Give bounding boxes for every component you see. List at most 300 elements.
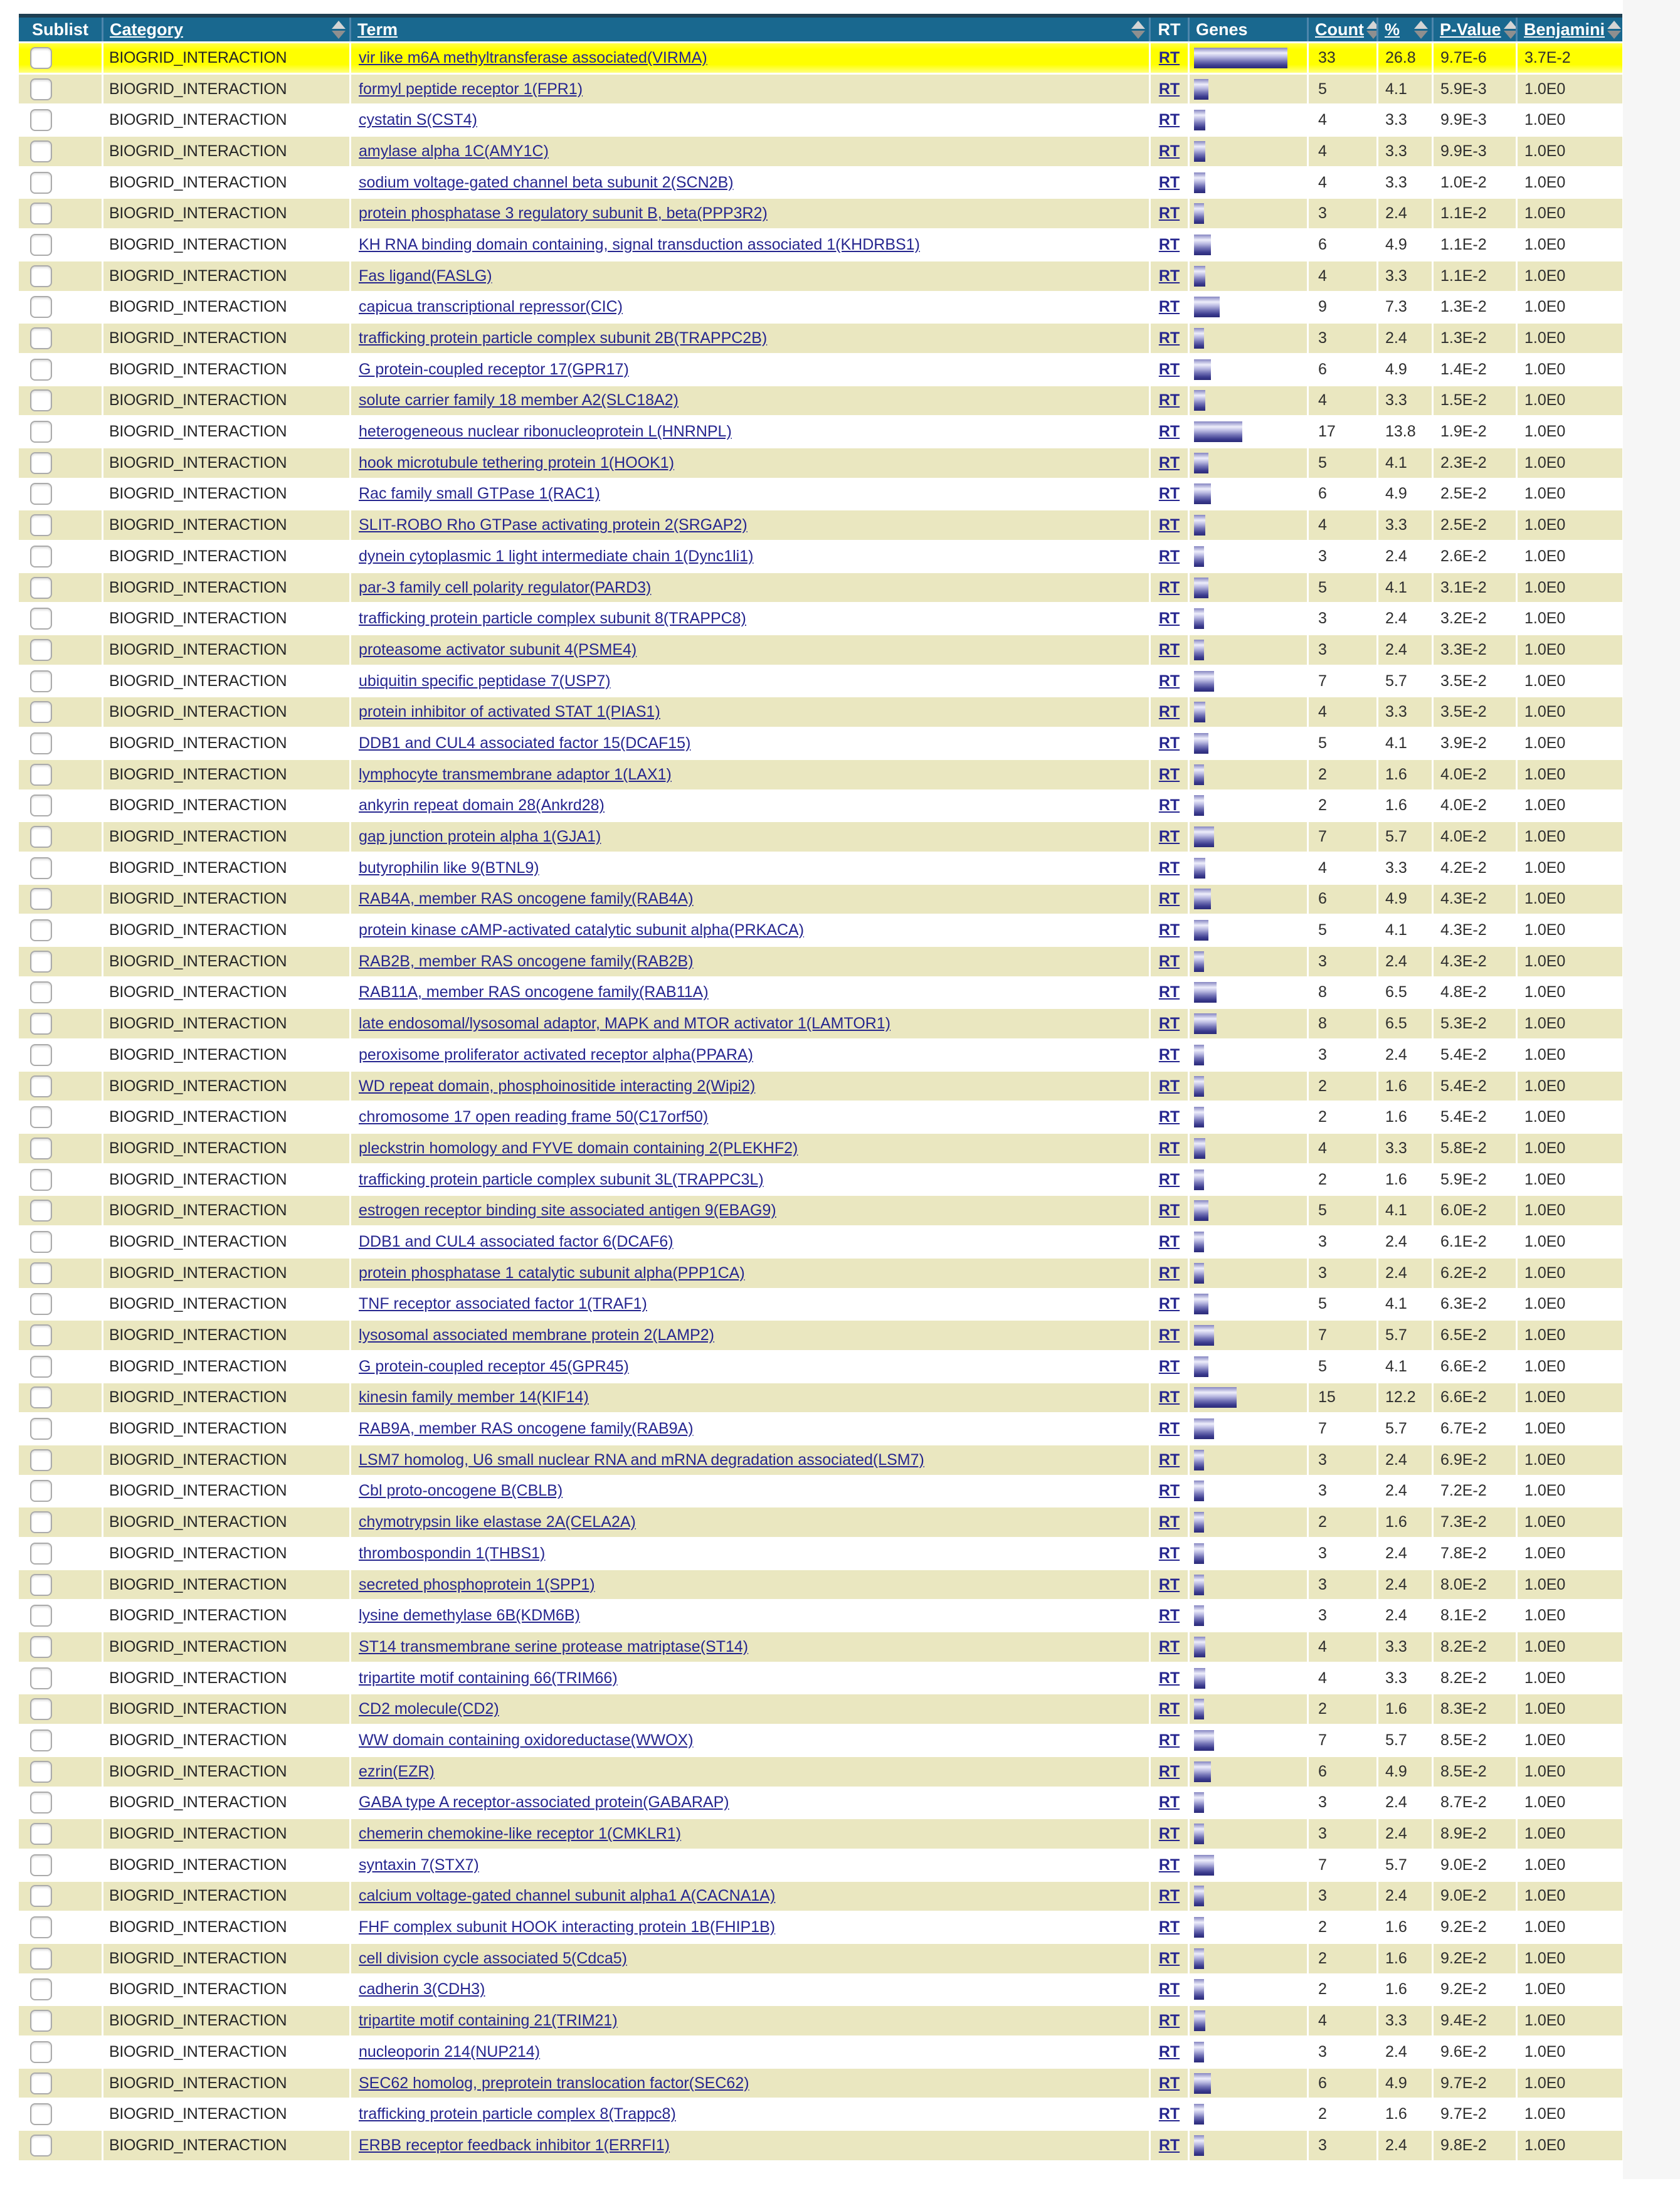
- related-terms-link[interactable]: RT: [1158, 1887, 1180, 1905]
- sublist-checkbox[interactable]: [30, 1574, 52, 1596]
- sublist-checkbox[interactable]: [30, 483, 52, 505]
- sublist-checkbox[interactable]: [30, 1854, 52, 1876]
- column-label-benjamini[interactable]: Benjamini: [1524, 19, 1605, 39]
- sublist-checkbox[interactable]: [30, 140, 52, 162]
- related-terms-link[interactable]: RT: [1158, 1170, 1180, 1188]
- genes-bar[interactable]: [1194, 671, 1214, 692]
- related-terms-link[interactable]: RT: [1158, 952, 1180, 970]
- sublist-checkbox[interactable]: [30, 701, 52, 723]
- sort-icon[interactable]: [332, 21, 346, 39]
- genes-bar[interactable]: [1194, 48, 1287, 68]
- related-terms-link[interactable]: RT: [1158, 547, 1180, 565]
- sublist-checkbox[interactable]: [30, 359, 52, 381]
- genes-bar[interactable]: [1194, 1045, 1204, 1065]
- term-cell: [351, 1601, 1149, 1630]
- related-terms-link[interactable]: RT: [1158, 2042, 1180, 2061]
- sublist-checkbox[interactable]: [30, 1916, 52, 1938]
- sublist-checkbox[interactable]: [30, 857, 52, 879]
- term-link[interactable]: peroxisome proliferator activated receptor alpha(PPARA): [359, 1045, 753, 1064]
- sublist-checkbox[interactable]: [30, 764, 52, 786]
- genes-bar[interactable]: [1194, 1169, 1204, 1190]
- genes-bar[interactable]: [1194, 1792, 1204, 1813]
- sublist-checkbox[interactable]: [30, 1885, 52, 1907]
- term-link[interactable]: ERBB receptor feedback inhibitor 1(ERRFI1): [359, 2136, 670, 2154]
- genes-bar[interactable]: [1194, 578, 1208, 598]
- sublist-checkbox[interactable]: [30, 1356, 52, 1378]
- term-link[interactable]: ubiquitin specific peptidase 7(USP7): [359, 672, 611, 690]
- sublist-checkbox[interactable]: [30, 1605, 52, 1627]
- term-link[interactable]: butyrophilin like 9(BTNL9): [359, 858, 539, 877]
- sublist-checkbox[interactable]: [30, 514, 52, 536]
- genes-bar[interactable]: [1194, 266, 1205, 287]
- term-link[interactable]: proteasome activator subunit 4(PSME4): [359, 640, 637, 658]
- column-label-category[interactable]: Category: [110, 19, 184, 39]
- related-terms-link[interactable]: RT: [1158, 111, 1180, 129]
- term-link[interactable]: nucleoporin 214(NUP214): [359, 2042, 541, 2061]
- term-link[interactable]: thrombospondin 1(THBS1): [359, 1544, 546, 1562]
- related-terms-link[interactable]: RT: [1158, 204, 1180, 223]
- related-terms-link[interactable]: RT: [1158, 1700, 1180, 1718]
- related-terms-link[interactable]: RT: [1158, 1420, 1180, 1438]
- related-terms-link[interactable]: RT: [1158, 1918, 1180, 1936]
- term-link[interactable]: amylase alpha 1C(AMY1C): [359, 142, 549, 160]
- related-terms-link[interactable]: RT: [1158, 1607, 1180, 1625]
- sublist-checkbox[interactable]: [30, 1978, 52, 2000]
- term-link[interactable]: formyl peptide receptor 1(FPR1): [359, 80, 583, 98]
- related-terms-link[interactable]: RT: [1158, 1793, 1180, 1812]
- related-terms-link[interactable]: RT: [1158, 640, 1180, 658]
- term-link[interactable]: ezrin(EZR): [359, 1762, 435, 1780]
- related-terms-link[interactable]: RT: [1158, 516, 1180, 534]
- column-header-category[interactable]: [103, 18, 349, 41]
- term-link[interactable]: trafficking protein particle complex subunit 8(TRAPPC8): [359, 610, 746, 628]
- genes-bar[interactable]: [1194, 141, 1205, 162]
- sublist-checkbox[interactable]: [30, 1823, 52, 1845]
- genes-bar[interactable]: [1194, 515, 1205, 536]
- column-label-term[interactable]: Term: [357, 19, 398, 39]
- related-terms-link[interactable]: RT: [1158, 2105, 1180, 2123]
- related-terms-link[interactable]: RT: [1158, 921, 1180, 939]
- genes-bar[interactable]: [1194, 1418, 1214, 1439]
- sublist-checkbox[interactable]: [30, 203, 52, 224]
- related-terms-link[interactable]: RT: [1158, 391, 1180, 409]
- related-terms-link[interactable]: RT: [1158, 890, 1180, 908]
- related-terms-link[interactable]: RT: [1158, 485, 1180, 503]
- related-terms-link[interactable]: RT: [1158, 1482, 1180, 1500]
- sublist-checkbox[interactable]: [30, 1075, 52, 1097]
- term-link[interactable]: par-3 family cell polarity regulator(PARD3): [359, 578, 652, 596]
- sublist-checkbox[interactable]: [30, 919, 52, 941]
- genes-bar[interactable]: [1194, 1730, 1214, 1751]
- term-link[interactable]: solute carrier family 18 member A2(SLC18A2): [359, 391, 679, 409]
- term-link[interactable]: chromosome 17 open reading frame 50(C17orf50): [359, 1108, 709, 1126]
- term-link[interactable]: RAB2B, member RAS oncogene family(RAB2B): [359, 952, 694, 970]
- related-terms-link[interactable]: RT: [1158, 173, 1180, 191]
- sublist-checkbox[interactable]: [30, 389, 52, 411]
- genes-bar[interactable]: [1194, 640, 1204, 660]
- genes-bar[interactable]: [1194, 920, 1208, 941]
- sublist-checkbox[interactable]: [30, 1511, 52, 1533]
- related-terms-link[interactable]: RT: [1158, 48, 1180, 66]
- sublist-checkbox[interactable]: [30, 1013, 52, 1035]
- related-terms-link[interactable]: RT: [1158, 2136, 1180, 2154]
- term-link[interactable]: ankyrin repeat domain 28(Ankrd28): [359, 796, 605, 815]
- related-terms-link[interactable]: RT: [1158, 80, 1180, 98]
- sublist-checkbox[interactable]: [30, 327, 52, 349]
- term-link[interactable]: capicua transcriptional repressor(CIC): [359, 298, 623, 316]
- sublist-checkbox[interactable]: [30, 608, 52, 630]
- related-terms-link[interactable]: RT: [1158, 1513, 1180, 1531]
- term-link[interactable]: G protein-coupled receptor 45(GPR45): [359, 1357, 629, 1375]
- genes-bar[interactable]: [1194, 858, 1205, 879]
- genes-bar[interactable]: [1194, 2073, 1211, 2094]
- column-label-pvalue[interactable]: P-Value: [1440, 19, 1501, 39]
- term-link[interactable]: Fas ligand(FASLG): [359, 267, 492, 285]
- term-link[interactable]: pleckstrin homology and FYVE domain containing 2(PLEKHF2): [359, 1139, 798, 1157]
- genes-bar[interactable]: [1194, 2042, 1204, 2062]
- related-terms-link[interactable]: RT: [1158, 796, 1180, 815]
- term-link[interactable]: RAB9A, member RAS oncogene family(RAB9A): [359, 1420, 694, 1438]
- term-link[interactable]: trafficking protein particle complex subunit 3L(TRAPPC3L): [359, 1170, 764, 1188]
- term-link[interactable]: lymphocyte transmembrane adaptor 1(LAX1): [359, 765, 672, 783]
- genes-bar[interactable]: [1194, 1325, 1214, 1346]
- term-link[interactable]: protein phosphatase 1 catalytic subunit alpha(PPP1CA): [359, 1264, 745, 1282]
- term-link[interactable]: FHF complex subunit HOOK interacting protein 1B(FHIP1B): [359, 1918, 776, 1936]
- term-link[interactable]: KH RNA binding domain containing, signal transduction associated 1(KHDRBS1): [359, 235, 920, 253]
- sublist-checkbox[interactable]: [30, 1044, 52, 1066]
- term-link[interactable]: calcium voltage-gated channel subunit alpha1 A(CACNA1A): [359, 1887, 776, 1905]
- sublist-checkbox[interactable]: [30, 546, 52, 568]
- sublist-checkbox[interactable]: [30, 1449, 52, 1471]
- genes-bar[interactable]: [1194, 1761, 1211, 1782]
- genes-bar[interactable]: [1194, 1200, 1208, 1221]
- term-link[interactable]: trafficking protein particle complex 8(Trappc8): [359, 2105, 676, 2123]
- sublist-checkbox[interactable]: [30, 1667, 52, 1689]
- genes-bar[interactable]: [1194, 764, 1204, 785]
- term-link[interactable]: heterogeneous nuclear ribonucleoprotein L(HNRNPL): [359, 423, 732, 441]
- term-link[interactable]: ST14 transmembrane serine protease matriptase(ST14): [359, 1637, 749, 1655]
- sublist-checkbox[interactable]: [30, 1948, 52, 1970]
- term-link[interactable]: tripartite motif containing 66(TRIM66): [359, 1669, 618, 1687]
- sublist-checkbox[interactable]: [30, 78, 52, 100]
- genes-bar[interactable]: [1194, 1543, 1204, 1564]
- related-terms-link[interactable]: RT: [1158, 1264, 1180, 1282]
- sublist-checkbox[interactable]: [30, 795, 52, 816]
- term-link[interactable]: chemerin chemokine-like receptor 1(CMKLR1): [359, 1825, 682, 1843]
- column-label-count[interactable]: Count: [1315, 19, 1364, 39]
- term-link[interactable]: lysine demethylase 6B(KDM6B): [359, 1607, 580, 1625]
- related-terms-link[interactable]: RT: [1158, 703, 1180, 721]
- sublist-checkbox[interactable]: [30, 732, 52, 754]
- sublist-checkbox[interactable]: [30, 1138, 52, 1159]
- term-link[interactable]: cadherin 3(CDH3): [359, 1980, 485, 1998]
- sublist-checkbox[interactable]: [30, 670, 52, 692]
- sublist-checkbox[interactable]: [30, 1636, 52, 1658]
- sublist-checkbox[interactable]: [30, 1729, 52, 1751]
- sublist-checkbox[interactable]: [30, 826, 52, 848]
- sublist-checkbox[interactable]: [30, 2041, 52, 2063]
- term-link[interactable]: TNF receptor associated factor 1(TRAF1): [359, 1295, 647, 1313]
- genes-bar[interactable]: [1194, 1481, 1204, 1501]
- related-terms-link[interactable]: RT: [1158, 983, 1180, 1001]
- genes-bar[interactable]: [1194, 1699, 1204, 1719]
- sublist-checkbox[interactable]: [30, 2103, 52, 2125]
- genes-bar[interactable]: [1194, 1013, 1217, 1034]
- term-link[interactable]: WD repeat domain, phosphoinositide interacting 2(Wipi2): [359, 1077, 756, 1095]
- genes-bar[interactable]: [1194, 795, 1204, 816]
- genes-bar[interactable]: [1194, 1575, 1204, 1595]
- genes-bar[interactable]: [1194, 733, 1208, 754]
- related-terms-link[interactable]: RT: [1158, 1045, 1180, 1064]
- count-value: 7: [1309, 667, 1376, 696]
- genes-bar[interactable]: [1194, 421, 1242, 442]
- related-terms-link[interactable]: RT: [1158, 1015, 1180, 1033]
- percent-value: 3.3: [1378, 386, 1432, 416]
- genes-bar[interactable]: [1194, 1263, 1204, 1284]
- sublist-checkbox[interactable]: [30, 2135, 52, 2157]
- related-terms-link[interactable]: RT: [1158, 2012, 1180, 2030]
- sublist-checkbox[interactable]: [30, 2072, 52, 2094]
- related-terms-link[interactable]: RT: [1158, 1295, 1180, 1313]
- genes-bar[interactable]: [1194, 328, 1204, 349]
- sublist-checkbox[interactable]: [30, 951, 52, 973]
- genes-bar[interactable]: [1194, 1076, 1204, 1097]
- column-header-count[interactable]: [1309, 18, 1376, 41]
- sublist-checkbox[interactable]: [30, 1262, 52, 1284]
- genes-bar[interactable]: [1194, 546, 1204, 567]
- term-link[interactable]: secreted phosphoprotein 1(SPP1): [359, 1575, 595, 1593]
- genes-bar[interactable]: [1194, 1668, 1205, 1689]
- sublist-checkbox[interactable]: [30, 1200, 52, 1222]
- rt-cell: [1151, 947, 1188, 976]
- term-link[interactable]: RAB4A, member RAS oncogene family(RAB4A): [359, 890, 694, 908]
- sublist-checkbox[interactable]: [30, 172, 52, 194]
- related-terms-link[interactable]: RT: [1158, 858, 1180, 877]
- sublist-checkbox[interactable]: [30, 1698, 52, 1720]
- genes-bar[interactable]: [1194, 79, 1208, 100]
- genes-bar[interactable]: [1194, 203, 1204, 224]
- genes-bar[interactable]: [1194, 2010, 1205, 2031]
- sublist-checkbox[interactable]: [30, 1231, 52, 1253]
- genes-bar[interactable]: [1194, 297, 1220, 317]
- term-link[interactable]: vir like m6A methyltransferase associated(VIRMA): [359, 48, 707, 66]
- related-terms-link[interactable]: RT: [1158, 1825, 1180, 1843]
- genes-bar[interactable]: [1194, 889, 1211, 909]
- term-link[interactable]: SLIT-ROBO Rho GTPase activating protein 2(SRGAP2): [359, 516, 748, 534]
- rt-cell: [1151, 729, 1188, 758]
- related-terms-link[interactable]: RT: [1158, 828, 1180, 846]
- column-label-percent[interactable]: %: [1385, 19, 1400, 39]
- sort-icon[interactable]: [1504, 21, 1516, 39]
- related-terms-link[interactable]: RT: [1158, 1201, 1180, 1220]
- related-terms-link[interactable]: RT: [1158, 610, 1180, 628]
- related-terms-link[interactable]: RT: [1158, 298, 1180, 316]
- term-link[interactable]: protein phosphatase 3 regulatory subunit B, beta(PPP3R2): [359, 204, 768, 223]
- related-terms-link[interactable]: RT: [1158, 1575, 1180, 1593]
- term-link[interactable]: trafficking protein particle complex subunit 2B(TRAPPC2B): [359, 329, 768, 347]
- genes-bar[interactable]: [1194, 1232, 1204, 1252]
- sublist-checkbox[interactable]: [30, 2010, 52, 2032]
- term-link[interactable]: dynein cytoplasmic 1 light intermediate chain 1(Dync1li1): [359, 547, 754, 565]
- related-terms-link[interactable]: RT: [1158, 1544, 1180, 1562]
- related-terms-link[interactable]: RT: [1158, 1669, 1180, 1687]
- genes-bar[interactable]: [1194, 1637, 1205, 1657]
- related-terms-link[interactable]: RT: [1158, 734, 1180, 752]
- table-row: [19, 885, 1622, 914]
- sort-icon[interactable]: [1607, 21, 1621, 39]
- related-terms-link[interactable]: RT: [1158, 578, 1180, 596]
- sublist-checkbox[interactable]: [30, 981, 52, 1003]
- sort-icon[interactable]: [1366, 21, 1376, 39]
- related-terms-link[interactable]: RT: [1158, 1388, 1180, 1407]
- term-link[interactable]: GABA type A receptor-associated protein(GABARAP): [359, 1793, 729, 1812]
- related-terms-link[interactable]: RT: [1158, 142, 1180, 160]
- term-link[interactable]: G protein-coupled receptor 17(GPR17): [359, 360, 629, 378]
- genes-bar[interactable]: [1194, 1294, 1208, 1314]
- sublist-checkbox[interactable]: [30, 1761, 52, 1783]
- genes-bar[interactable]: [1194, 1855, 1214, 1876]
- term-link[interactable]: cystatin S(CST4): [359, 111, 477, 129]
- genes-bar[interactable]: [1194, 1979, 1204, 2000]
- sublist-checkbox[interactable]: [30, 452, 52, 474]
- genes-bar[interactable]: [1194, 1824, 1204, 1844]
- related-terms-link[interactable]: RT: [1158, 1980, 1180, 1998]
- genes-bar[interactable]: [1194, 1605, 1204, 1626]
- sort-icon[interactable]: [1131, 21, 1145, 39]
- related-terms-link[interactable]: RT: [1158, 1949, 1180, 1967]
- term-link[interactable]: lysosomal associated membrane protein 2(LAMP2): [359, 1326, 714, 1344]
- genes-bar[interactable]: [1194, 390, 1205, 411]
- sublist-checkbox[interactable]: [30, 1324, 52, 1346]
- genes-bar[interactable]: [1194, 110, 1205, 130]
- sublist-checkbox[interactable]: [30, 265, 52, 287]
- genes-bar[interactable]: [1194, 1387, 1237, 1408]
- sublist-checkbox[interactable]: [30, 1106, 52, 1128]
- sublist-checkbox[interactable]: [30, 1293, 52, 1315]
- term-link[interactable]: RAB11A, member RAS oncogene family(RAB11A): [359, 983, 709, 1001]
- related-terms-link[interactable]: RT: [1158, 329, 1180, 347]
- related-terms-link[interactable]: RT: [1158, 1077, 1180, 1095]
- genes-bar[interactable]: [1194, 826, 1214, 847]
- sublist-checkbox[interactable]: [30, 1543, 52, 1565]
- related-terms-link[interactable]: RT: [1158, 235, 1180, 253]
- term-link[interactable]: protein inhibitor of activated STAT 1(PIAS1): [359, 703, 660, 721]
- related-terms-link[interactable]: RT: [1158, 1637, 1180, 1655]
- term-link[interactable]: cell division cycle associated 5(Cdca5): [359, 1949, 627, 1967]
- sublist-checkbox[interactable]: [30, 109, 52, 131]
- sublist-checkbox[interactable]: [30, 888, 52, 910]
- related-terms-link[interactable]: RT: [1158, 2074, 1180, 2092]
- benjamini-value: 3.7E-2: [1518, 43, 1622, 73]
- genes-bar[interactable]: [1194, 982, 1217, 1003]
- sublist-checkbox[interactable]: [30, 1480, 52, 1502]
- related-terms-link[interactable]: RT: [1158, 1450, 1180, 1469]
- genes-bar[interactable]: [1194, 1138, 1205, 1159]
- term-link[interactable]: DDB1 and CUL4 associated factor 15(DCAF15): [359, 734, 691, 752]
- related-terms-link[interactable]: RT: [1158, 1731, 1180, 1749]
- genes-bar[interactable]: [1194, 2135, 1204, 2156]
- sublist-checkbox[interactable]: [30, 1792, 52, 1814]
- term-link[interactable]: late endosomal/lysosomal adaptor, MAPK and MTOR activator 1(LAMTOR1): [359, 1015, 891, 1033]
- column-header-term[interactable]: [351, 18, 1149, 41]
- related-terms-link[interactable]: RT: [1158, 360, 1180, 378]
- term-link[interactable]: tripartite motif containing 21(TRIM21): [359, 2012, 618, 2030]
- genes-bar[interactable]: [1194, 951, 1204, 972]
- genes-bar[interactable]: [1194, 1917, 1204, 1938]
- term-link[interactable]: chymotrypsin like elastase 2A(CELA2A): [359, 1513, 636, 1531]
- genes-bar[interactable]: [1194, 1886, 1204, 1906]
- sublist-checkbox[interactable]: [30, 296, 52, 318]
- sublist-checkbox[interactable]: [30, 1386, 52, 1408]
- term-link[interactable]: kinesin family member 14(KIF14): [359, 1388, 589, 1407]
- sublist-checkbox[interactable]: [30, 421, 52, 443]
- related-terms-link[interactable]: RT: [1158, 672, 1180, 690]
- term-link[interactable]: estrogen receptor binding site associated antigen 9(EBAG9): [359, 1201, 776, 1220]
- genes-bar[interactable]: [1194, 1107, 1204, 1127]
- related-terms-link[interactable]: RT: [1158, 1762, 1180, 1780]
- term-link[interactable]: Cbl proto-oncogene B(CBLB): [359, 1482, 563, 1500]
- genes-bar[interactable]: [1194, 608, 1204, 629]
- term-link[interactable]: hook microtubule tethering protein 1(HOOK1): [359, 453, 675, 472]
- sublist-checkbox[interactable]: [30, 639, 52, 661]
- related-terms-link[interactable]: RT: [1158, 1357, 1180, 1375]
- genes-bar[interactable]: [1194, 1948, 1204, 1969]
- related-terms-link[interactable]: RT: [1158, 765, 1180, 783]
- sublist-checkbox[interactable]: [30, 234, 52, 256]
- term-link[interactable]: Rac family small GTPase 1(RAC1): [359, 485, 600, 503]
- related-terms-link[interactable]: RT: [1158, 1139, 1180, 1157]
- sublist-checkbox[interactable]: [30, 1169, 52, 1191]
- table-row: [19, 230, 1622, 260]
- term-link[interactable]: sodium voltage-gated channel beta subunit 2(SCN2B): [359, 173, 734, 191]
- term-link[interactable]: SEC62 homolog, preprotein translocation factor(SEC62): [359, 2074, 749, 2092]
- sublist-checkbox[interactable]: [30, 577, 52, 599]
- term-link[interactable]: LSM7 homolog, U6 small nuclear RNA and mRNA degradation associated(LSM7): [359, 1450, 924, 1469]
- genes-bar[interactable]: [1194, 1450, 1204, 1470]
- related-terms-link[interactable]: RT: [1158, 267, 1180, 285]
- genes-bar[interactable]: [1194, 702, 1205, 722]
- genes-bar[interactable]: [1194, 235, 1211, 255]
- genes-bar[interactable]: [1194, 483, 1211, 504]
- genes-bar[interactable]: [1194, 1356, 1208, 1377]
- related-terms-link[interactable]: RT: [1158, 1232, 1180, 1250]
- related-terms-link[interactable]: RT: [1158, 453, 1180, 472]
- term-cell: [351, 760, 1149, 789]
- genes-bar[interactable]: [1194, 359, 1211, 380]
- sort-icon[interactable]: [1414, 21, 1428, 39]
- term-link[interactable]: protein kinase cAMP-activated catalytic subunit alpha(PRKACA): [359, 921, 805, 939]
- term-link[interactable]: WW domain containing oxidoreductase(WWOX): [359, 1731, 694, 1749]
- genes-bar[interactable]: [1194, 172, 1205, 193]
- sublist-checkbox[interactable]: [30, 1418, 52, 1440]
- term-link[interactable]: syntaxin 7(STX7): [359, 1856, 479, 1874]
- column-header-pvalue[interactable]: [1434, 18, 1516, 41]
- sublist-checkbox[interactable]: [30, 47, 52, 69]
- sublist-cell: [19, 2131, 102, 2160]
- related-terms-link[interactable]: RT: [1158, 423, 1180, 441]
- term-link[interactable]: gap junction protein alpha 1(GJA1): [359, 828, 601, 846]
- related-terms-link[interactable]: RT: [1158, 1856, 1180, 1874]
- related-terms-link[interactable]: RT: [1158, 1326, 1180, 1344]
- genes-bar[interactable]: [1194, 453, 1208, 473]
- column-header-percent[interactable]: [1378, 18, 1432, 41]
- term-link[interactable]: CD2 molecule(CD2): [359, 1700, 499, 1718]
- related-terms-link[interactable]: RT: [1158, 1108, 1180, 1126]
- genes-bar[interactable]: [1194, 1512, 1204, 1533]
- column-header-benjamini[interactable]: [1518, 18, 1622, 41]
- genes-bar[interactable]: [1194, 2104, 1204, 2125]
- term-link[interactable]: DDB1 and CUL4 associated factor 6(DCAF6): [359, 1232, 674, 1250]
